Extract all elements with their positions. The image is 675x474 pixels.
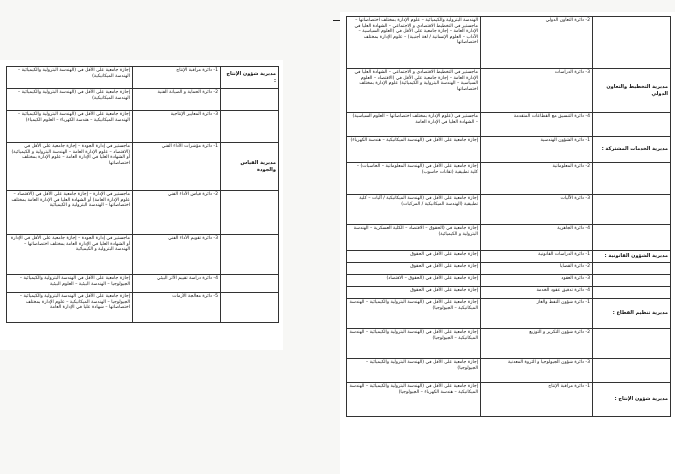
- table-row: [347, 195, 671, 225]
- department-cell: 2- دائرة قياس الأداء الفني: [133, 191, 221, 235]
- department-cell: 1- دائرة مراقبة الإنتاج: [481, 383, 593, 417]
- table-row: [347, 113, 671, 137]
- directorate-cell: مديرية شؤون الإنتاج :: [593, 383, 671, 417]
- qualification-cell: ماجستير في (علوم الإدارة بمختلف اختصاصاتها – العلوم السياسية) – الشهادة العليا في الإدارة العامة: [347, 113, 481, 137]
- table-row: [347, 275, 671, 287]
- department-cell: 3- دائرة الآليات: [481, 195, 593, 225]
- qualification-cell: ماجستير في إدارة الجودة – إجازة جامعية على الأقل في (الاقتصاد – علوم الإدارة العامة – الهندسة البترولية و الكيميائية) أو الشهادة العليا في الإدارة العامة – علوم الإدارة بمختلف اختصاصاتها: [7, 143, 133, 191]
- table-row: [7, 67, 279, 89]
- department-cell: 2- دائرة الحماية و الصيانة الفنية: [133, 89, 221, 111]
- directorate-cell: [593, 113, 671, 137]
- qualification-cell: إجازة جامعية على الأقل في الهندسة البترولية والكيميائية – الجيولوجيا – الهندسة البيئية – العلوم البيئية: [7, 275, 133, 293]
- table-row: [347, 287, 671, 299]
- directorate-cell: [593, 225, 671, 251]
- directorate-cell: [221, 191, 279, 235]
- directorate-cell: مديرية القياس والجودة: [221, 143, 279, 191]
- table-row: [7, 293, 279, 323]
- directorate-cell: [593, 359, 671, 383]
- department-cell: 1- دائرة مؤشرات الأداء الفني: [133, 143, 221, 191]
- department-cell: 3- دائرة شؤون الجيولوجيا و الثروة المعدنية: [481, 359, 593, 383]
- qualification-cell: ماجستير في الإدارة – إجازة جامعية على الأقل في (الاقتصاد – علوم الإدارة العامة) أو الشهادة العليا في الإدارة العامة بمختلف اختصاصاتها – الهندسة البترولية و الكيميائية: [7, 191, 133, 235]
- department-cell: 1- دائرة مراقبة الإنتاج: [133, 67, 221, 89]
- qualification-cell: إجازة جامعية على الأقل في الحقوق: [347, 263, 481, 275]
- qualification-cell: إجازة جامعية على الأقل في الحقوق: [347, 251, 481, 263]
- directorate-cell: [221, 275, 279, 293]
- department-cell: 2- دائرة المعلوماتية: [481, 163, 593, 195]
- qualification-cell: إجازة جامعية على الأقل في (الهندسة البترولية والكيميائية – الهندسة الميكانيكية – الجيولوجيا): [347, 299, 481, 329]
- qualification-cell: إجازة جامعية على الأقل في (الهندسة البترولية والكيميائية – الهندسة الميكانيكية – هندسة الكهرباء – الجيولوجيا): [347, 383, 481, 417]
- table-row: [347, 163, 671, 195]
- qualification-cell: الهندسة البترولية والكيميائية – علوم الإدارة بمختلف اختصاصاتها – ماجستير في التخطيط الاقتصادي و الاجتماعي – الشهادة العليا في الإدارة العامة – إجازة جامعية على الأقل في (العلوم السياسية – الآداب – العلوم الإنسانية / لغة أجنبية) – علوم الإدارة بمختلف اختصاصاتها: [347, 17, 481, 69]
- qualification-cell: إجازة جامعية على الأقل في (الهندسة الميكانيكية – هندسة الكهرباء): [347, 137, 481, 163]
- table-row: [7, 89, 279, 111]
- department-cell: 4- دائرة التنسيق مع القطاعات المتقدمة: [481, 113, 593, 137]
- department-cell: 1- دائرة الشؤون الهندسية: [481, 137, 593, 163]
- table-row: [347, 299, 671, 329]
- table-row: [347, 137, 671, 163]
- department-cell: 4- دائرة دراسة تقييم الأثر البيئي: [133, 275, 221, 293]
- directorate-cell: مديرية تنظيم القطاع :: [593, 299, 671, 329]
- table-row: [347, 251, 671, 263]
- table-row: [347, 225, 671, 251]
- directorate-cell: [221, 235, 279, 275]
- table-row: [347, 69, 671, 113]
- left-document-page: [0, 60, 283, 350]
- directorate-cell: مديرية الشؤون القانونية :: [593, 251, 671, 263]
- table-row: [347, 17, 671, 69]
- qualification-cell: إجازة جامعية على الأقل في (الهندسة المعلوماتية – الحاسبات) – كلية تطبيقية (تقانات حاسوب): [347, 163, 481, 195]
- qualification-cell: ماجستير في التخطيط الاقتصادي و الاجتماعي – الشهادة العليا في الإدارة العامة – إجازة جامعية على الأقل في (الاقتصاد – العلوم السياسية – الهندسة البترولية و الكيميائية) علوم الإدارة بمختلف اختصاصاتها: [347, 69, 481, 113]
- department-cell: 1- دائرة الدراسات القانونية: [481, 251, 593, 263]
- directorate-cell: [593, 329, 671, 359]
- qualification-cell: إجازة جامعية على الأقل في الهندسة البترولية والكيميائية – الجيولوجيا – الهندسة الميكانيكية – علوم الإدارة بمختلف اختصاصاتها – شهادة عليا في الإدارة العامة: [7, 293, 133, 323]
- department-cell: 5- دائرة معالجة الأزمات: [133, 293, 221, 323]
- table-row: [347, 359, 671, 383]
- directorate-cell: [221, 89, 279, 111]
- department-cell: 4- دائرة الجاهزية: [481, 225, 593, 251]
- qualification-cell: إجازة جامعية على الأقل في (الهندسة البترولية والكيميائية – الهندسة الميكانيكية): [7, 89, 133, 111]
- department-cell: 3- دائرة العقود: [481, 275, 593, 287]
- qualification-cell: إجازة جامعية على الأقل في الحقوق: [347, 287, 481, 299]
- qualification-cell: إجازة جامعية على الأقل في (الهندسة الميكانيكية / آليات – كلية تطبيقية (الهندسة الميكانيكية / المركبات): [347, 195, 481, 225]
- directorate-cell: مديرية التخطيط والتعاون الدولي: [593, 69, 671, 113]
- table-row: [347, 383, 671, 417]
- qualification-cell: إجازة جامعية على الأقل في (الحقوق – الاقتصاد): [347, 275, 481, 287]
- department-cell: 1- دائرة شؤون النفط والغاز: [481, 299, 593, 329]
- directorate-cell: مديرية شؤون الإنتاج :: [221, 67, 279, 89]
- department-cell: 2- دائرة شؤون التكرير و التوزيع: [481, 329, 593, 359]
- directorate-cell: [593, 195, 671, 225]
- department-cell: 3- دائرة تقويم الأداء الفني: [133, 235, 221, 275]
- right-requirements-table: [346, 16, 671, 417]
- table-row: [7, 143, 279, 191]
- department-cell: 2- دائرة التعاون الدولي: [481, 17, 593, 69]
- table-row: [347, 263, 671, 275]
- directorate-cell: مديرية الخدمات المشتركة :: [593, 137, 671, 163]
- department-cell: 4- دائرة تدقيق عقود الخدمة: [481, 287, 593, 299]
- directorate-cell: [593, 275, 671, 287]
- qualification-cell: إجازة جامعية على الأقل في (الهندسة البترولية والكيميائية – الجيولوجيا): [347, 359, 481, 383]
- directorate-cell: [593, 263, 671, 275]
- directorate-cell: [593, 287, 671, 299]
- qualification-cell: إجازة جامعية على الأقل في (الهندسة البترولية والكيميائية – الهندسة الميكانيكية – الجيولوجيا): [347, 329, 481, 359]
- table-row: [7, 111, 279, 143]
- table-row: [7, 191, 279, 235]
- qualification-cell: إجازة جامعية على الأقل في (الهندسة البترولية والكيميائية – الهندسة الميكانيكية – هندسة الكهرباء – العلوم الكيمياء): [7, 111, 133, 143]
- table-row: [7, 235, 279, 275]
- directorate-cell: [221, 293, 279, 323]
- table-row: [347, 329, 671, 359]
- department-cell: 3- دائرة المعايير الإنتاجية: [133, 111, 221, 143]
- qualification-cell: ماجستير في إدارة الجودة – إجازة جامعية على الأقل في الإدارة أو الشهادة العليا في الإدارة العامة بمختلف اختصاصاتها – الهندسة البترولية و الكيميائية: [7, 235, 133, 275]
- directorate-cell: [593, 163, 671, 195]
- right-document-page: [340, 12, 675, 474]
- left-requirements-table: [6, 66, 279, 323]
- qualification-cell: إجازة جامعية على الأقل في (الهندسة البترولية والكيميائية – الهندسة الميكانيكية): [7, 67, 133, 89]
- directorate-cell: [221, 111, 279, 143]
- department-cell: 3- دائرة الدراسات: [481, 69, 593, 113]
- department-cell: 2- دائرة القضايا: [481, 263, 593, 275]
- qualification-cell: إجازة جامعية في (الحقوق – الاقتصاد – الكلية العسكرية – الهندسة البترولية و الكيميائية): [347, 225, 481, 251]
- table-row: [7, 275, 279, 293]
- directorate-cell: [593, 17, 671, 69]
